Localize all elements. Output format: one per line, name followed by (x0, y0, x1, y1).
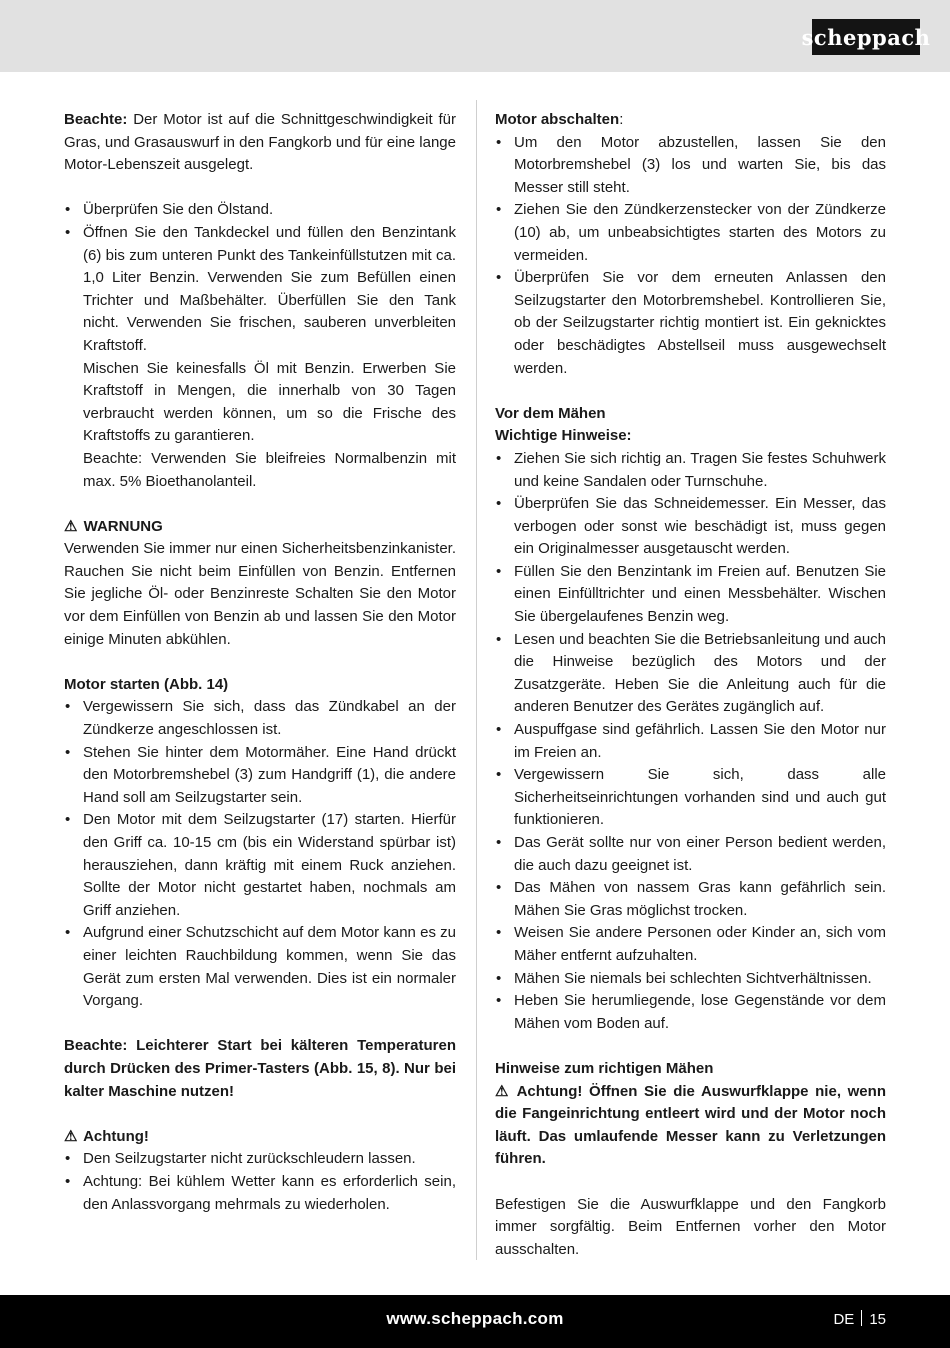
fuel-list (64, 199, 456, 357)
list-item: • Auspuffgase sind gefährlich. Lassen Sie den Motor nur im Freien an. (495, 719, 886, 764)
fuel-petrol-note: Beachte: Verwenden Sie bleifreies Normalbenzin mit max. 5% Bioethanolanteil. (83, 449, 456, 490)
list-item: • Stehen Sie hinter dem Motormäher. Eine Hand drückt den Motorbremshebel (3) zum Handgriff (1), die andere Hand soll am Seilzugstarter sein. (64, 742, 456, 810)
list-item: • Lesen und beachten Sie die Betriebsanleitung und auch die Hinweise bezüglich des Motors und der Zusatzgeräte. Heben Sie die Anleitung auch für die anderen Benutzer des Gerätes zugänglich auf. (495, 629, 886, 719)
section-title-mowing: Hinweise zum richtigen Mähen (495, 1059, 714, 1077)
section-subtitle-hints: Wichtige Hinweise: (495, 427, 632, 445)
warning-icon: ⚠ (64, 517, 78, 535)
mowing-warning: ⚠ Achtung! Öffnen Sie die Auswurfklappe nie, wenn die Fangeinrichtung entleert wird und der Motor noch läuft. Das umlaufende Messer kann zu Verletzungen führen. (495, 1082, 886, 1168)
page-number: 15 (869, 1311, 886, 1328)
start-list (64, 696, 456, 1012)
list-item: • Überprüfen Sie das Schneidemesser. Ein Messer, das verbogen oder sonst wie beschädigt ist, muss gegen ein Originalmesser ausgetauscht werden. (495, 493, 886, 561)
list-item: • Füllen Sie den Benzintank im Freien auf. Benutzen Sie einen Einfülltrichter und einen Messbehälter. Wischen Sie übergelaufenes Benzin weg. (495, 561, 886, 629)
caution-list (64, 1148, 456, 1216)
warning-heading: ⚠ WARNUNG (64, 516, 456, 539)
column-divider (476, 100, 477, 1260)
fuel-mixing-note: Mischen Sie keinesfalls Öl mit Benzin. Erwerben Sie Kraftstoff in Mengen, die innerhalb von 30 Tagen verbraucht werden können, um so die Frische des Kraftstoffs zu garantieren. (83, 359, 456, 445)
list-item: • Ziehen Sie den Zündkerzenstecker von der Zündkerze (10) ab, um unbeabsichtigtes starten des Motors zu vermeiden. (495, 199, 886, 267)
list-item: • Mähen Sie niemals bei schlechten Sichtverhältnissen. (495, 968, 886, 991)
list-item: • Weisen Sie andere Personen oder Kinder an, sich vom Mäher entfernt aufzuhalten. (495, 922, 886, 967)
primer-note: Beachte: Leichterer Start bei kälteren Temperaturen durch Drücken des Primer-Tasters (Abb. 15, 8). Nur bei kalter Maschine nutzen! (64, 1037, 456, 1100)
list-item: • Überprüfen Sie den Ölstand. (64, 199, 456, 222)
warning-icon: ⚠ (495, 1082, 509, 1100)
warning-text: Verwenden Sie immer nur einen Sicherheitsbenzinkanister. Rauchen Sie nicht beim Einfüllen von Benzin. Entfernen Sie jegliche Öl- oder Benzinreste Schalten Sie den Motor vor dem Einfüllen von Benzin ab und lassen Sie den Motor einige Minuten abkühlen. (64, 540, 456, 648)
list-item: • Das Gerät sollte nur von einer Person bedient werden, die auch dazu geeignet ist. (495, 832, 886, 877)
note-motor-design: Beachte: Der Motor ist auf die Schnittgeschwindigkeit für Gras, und Grasauswurf in den Fangkorb und für eine lange Motor-Lebenszeit ausgelegt. (64, 111, 456, 174)
list-item: • Das Mähen von nassem Gras kann gefährlich sein. Mähen Sie Gras möglichst trocken. (495, 877, 886, 922)
list-item: • Vergewissern Sie sich, dass alle Sicherheitseinrichtungen vorhanden sind und auch gut funktionieren. (495, 764, 886, 832)
before-list (495, 448, 886, 1035)
right-column (495, 109, 886, 1261)
list-item: • Überprüfen Sie vor dem erneuten Anlassen den Seilzugstarter den Motorbremshebel. Kontrollieren Sie, ob der Seilzugstarter richtig montiert ist. Ein geknicktes oder beschädigtes Abstellseil muss ausgewechselt werden. (495, 267, 886, 380)
list-item: • Achtung: Bei kühlem Wetter kann es erforderlich sein, den Anlassvorgang mehrmals zu wiederholen. (64, 1171, 456, 1216)
list-item: • Vergewissern Sie sich, dass das Zündkabel an der Zündkerze angeschlossen ist. (64, 696, 456, 741)
section-title-start: Motor starten (Abb. 14) (64, 675, 229, 693)
list-item: • Um den Motor abzustellen, lassen Sie den Motorbremshebel (3) los und warten Sie, bis das Messer still steht. (495, 132, 886, 200)
page-info (833, 1310, 886, 1328)
list-item: • Den Seilzugstarter nicht zurückschleudern lassen. (64, 1148, 456, 1171)
language-code: DE (833, 1311, 855, 1328)
caution-heading: ⚠ Achtung! (64, 1126, 456, 1149)
separator (861, 1310, 862, 1326)
list-item: • Heben Sie herumliegende, lose Gegenstände vor dem Mähen vom Boden auf. (495, 990, 886, 1035)
brand-logo: scheppach (812, 19, 920, 55)
website-link[interactable]: www.scheppach.com (386, 1309, 564, 1328)
final-instruction: Befestigen Sie die Auswurfklappe und den Fangkorb immer sorgfältig. Beim Entfernen vorher den Motor ausschalten. (495, 1195, 886, 1258)
section-title-before: Vor dem Mähen (495, 404, 606, 422)
stop-list (495, 132, 886, 381)
left-column (64, 109, 456, 1216)
section-title-stop: Motor abschalten: (495, 111, 624, 128)
page-header (0, 0, 950, 72)
list-item: • Ziehen Sie sich richtig an. Tragen Sie festes Schuhwerk und keine Sandalen oder Turnschuhe. (495, 448, 886, 493)
list-item: • Den Motor mit dem Seilzugstarter (17) starten. Hierfür den Griff ca. 10-15 cm (bis ein Widerstand spürbar ist) herausziehen, dann kräftig mit einem Ruck anziehen. Sollte der Motor nicht gestartet haben, nochmals am Griff anziehen. (64, 809, 456, 922)
page-footer (0, 1295, 950, 1348)
list-item: • Öffnen Sie den Tankdeckel und füllen den Benzintank (6) bis zum unteren Punkt des Tankeinfüllstutzen mit ca. 1,0 Liter Benzin. Verwenden Sie zum Befüllen einen Trichter und Maßbehälter. Überfüllen Sie den Tank nicht. Verwenden Sie frischen, sauberen unverbleiten Kraftstoff. (64, 222, 456, 358)
warning-icon: ⚠ (64, 1127, 78, 1145)
list-item: • Aufgrund einer Schutzschicht auf dem Motor kann es zu einer leichten Rauchbildung kommen, wenn Sie das Gerät zum ersten Mal verwenden. Dies ist ein normaler Vorgang. (64, 922, 456, 1012)
